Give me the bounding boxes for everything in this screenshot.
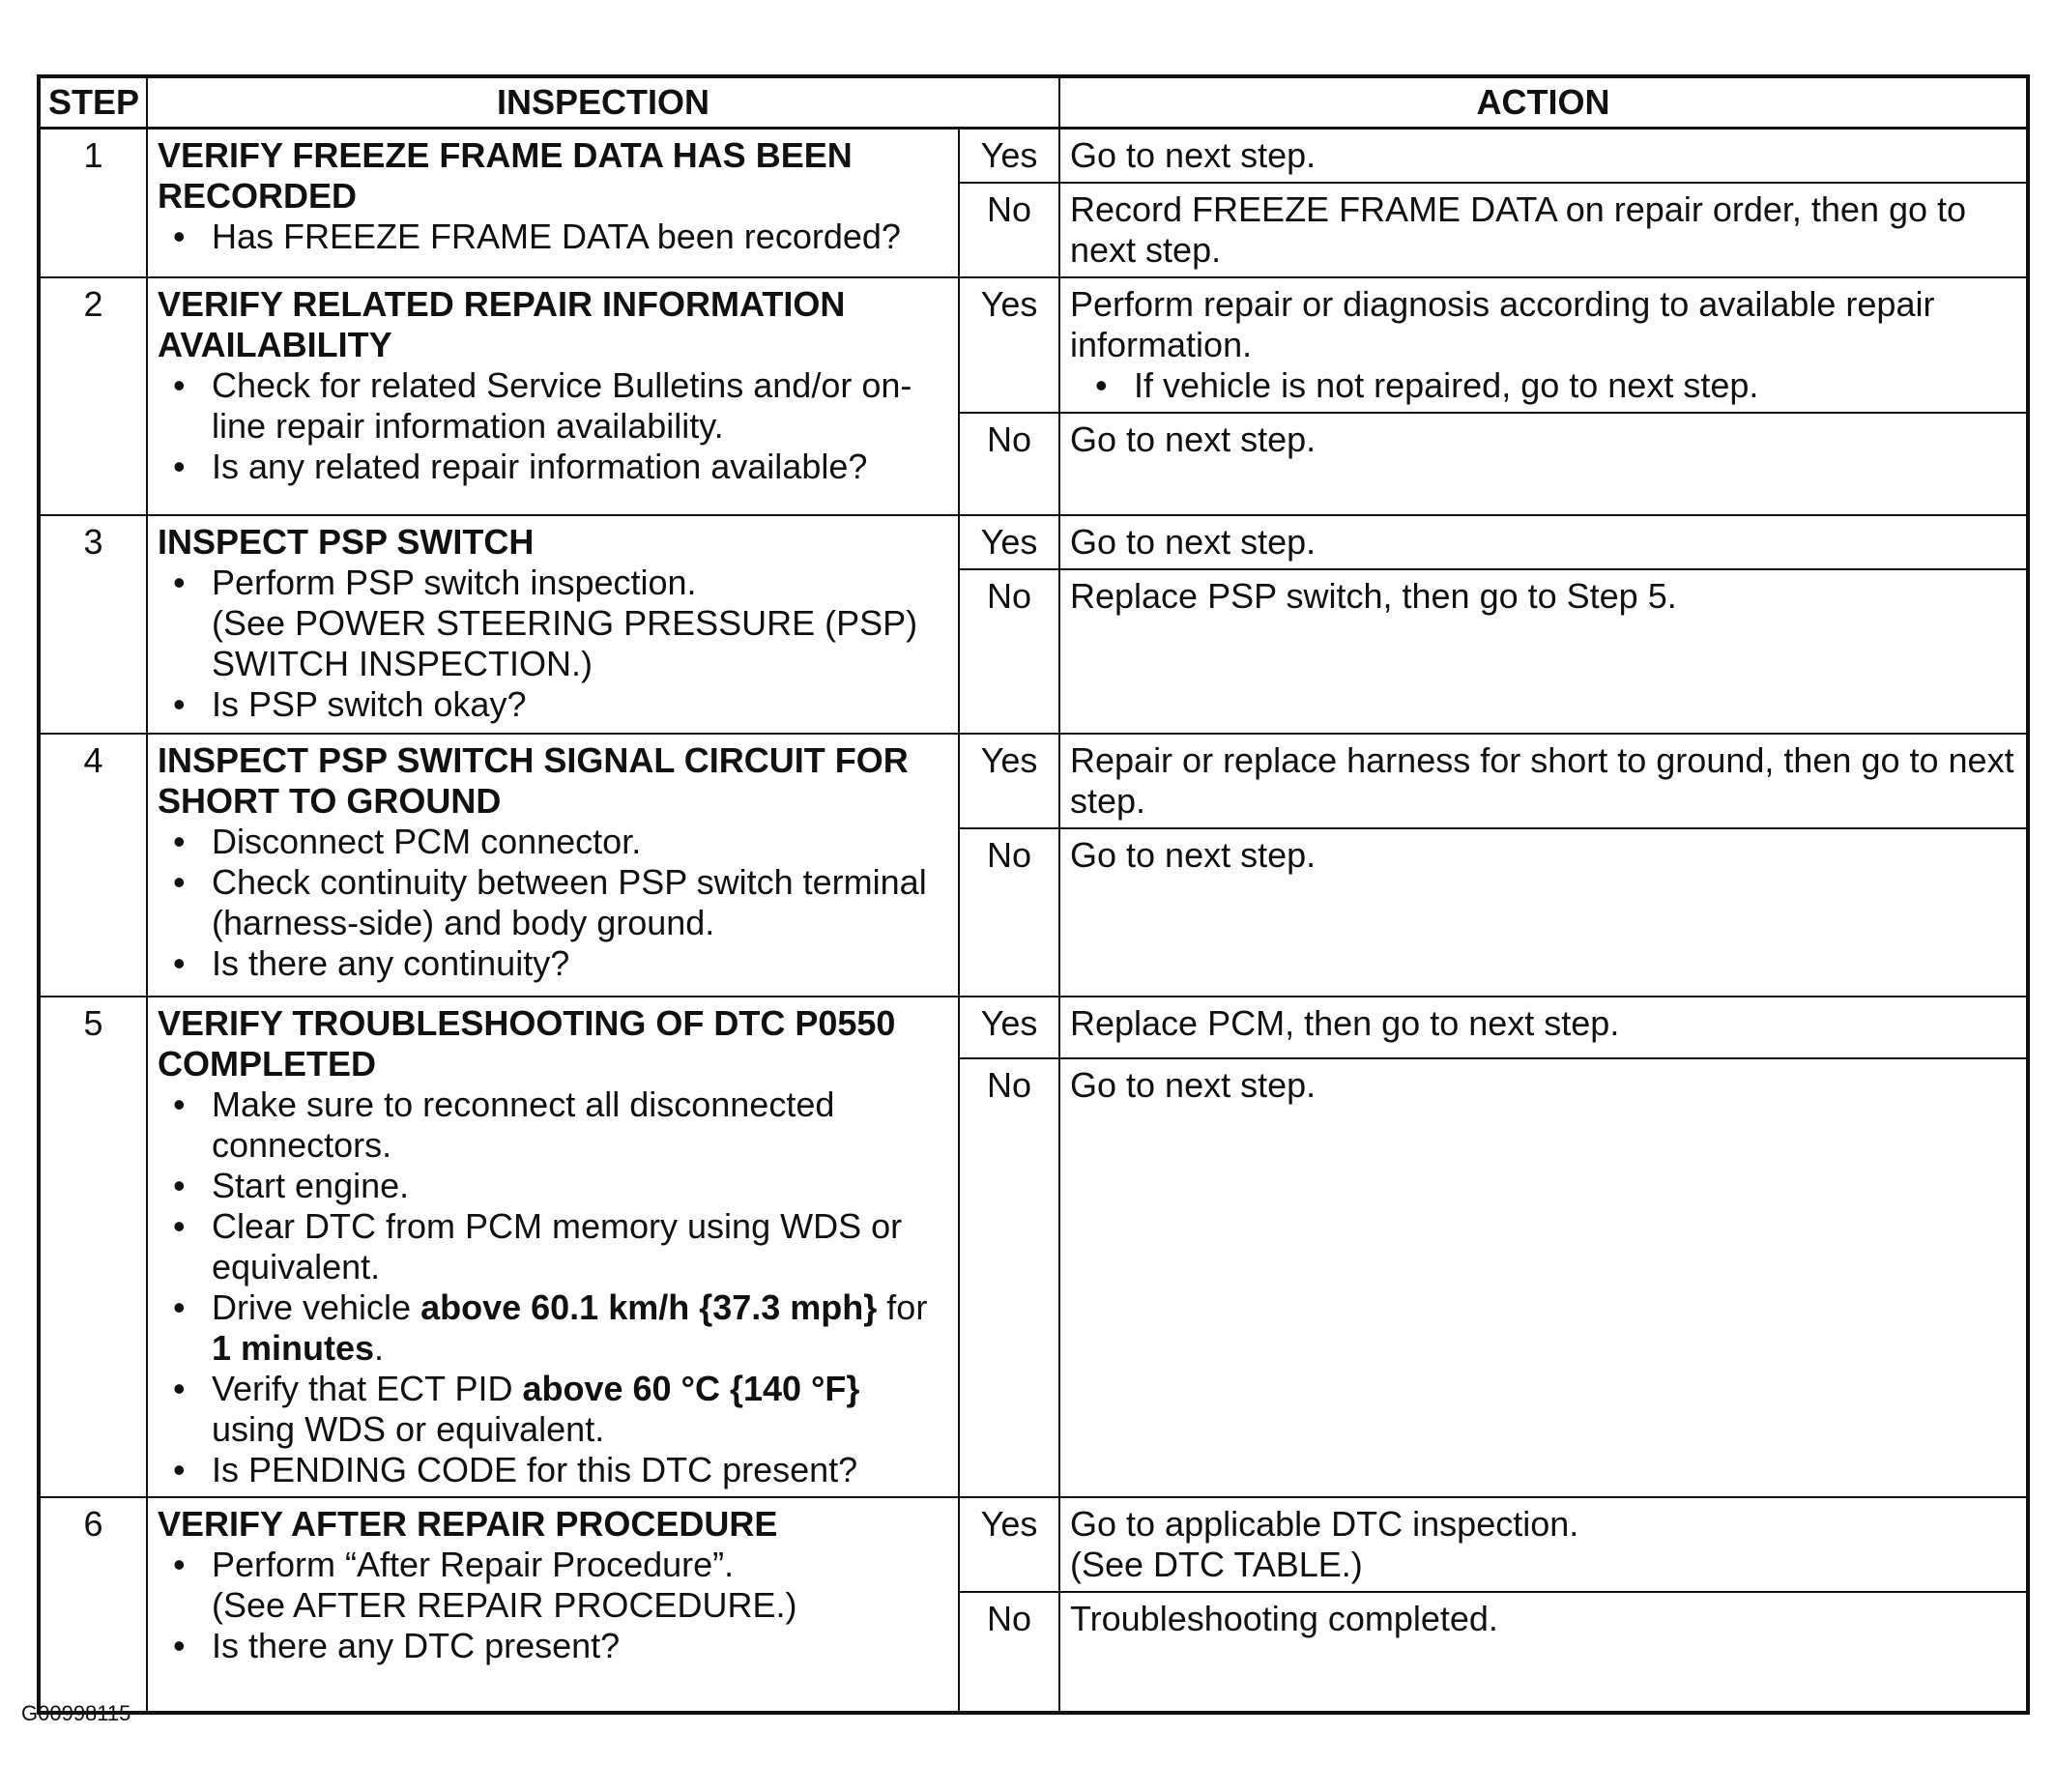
- answer-yes: Yes: [959, 1497, 1059, 1592]
- inspection-bullet: • Is there any DTC present?: [212, 1626, 948, 1666]
- answer-yes: Yes: [959, 997, 1059, 1058]
- inspection-bullet: [212, 563, 948, 684]
- inspection-bullet: • Clear DTC from PCM memory using WDS or equivalent.: [212, 1206, 948, 1287]
- inspection-bullet-reference: (See AFTER REPAIR PROCEDURE.): [212, 1585, 797, 1625]
- inspection-cell: [147, 129, 959, 278]
- drive-middle: for: [877, 1287, 928, 1327]
- answer-no: No: [959, 1592, 1059, 1713]
- step-number: 1: [39, 129, 147, 278]
- answer-no: No: [959, 413, 1059, 515]
- inspection-bullet: • Is any related repair information available?: [212, 447, 948, 487]
- diagnostic-table: [37, 74, 2030, 1715]
- step-number: 6: [39, 1497, 147, 1713]
- action-yes: Go to next step.: [1059, 515, 2028, 569]
- inspection-cell: [147, 997, 959, 1497]
- action-bullet: • If vehicle is not repaired, go to next step.: [1134, 365, 2016, 406]
- step-row: [39, 129, 2028, 184]
- inspection-bullets: [158, 1084, 948, 1490]
- inspection-bullet-text: • Perform “After Repair Procedure”.: [212, 1545, 735, 1584]
- step-row: [39, 734, 2028, 828]
- step-number: 2: [39, 277, 147, 515]
- inspection-bullet: [212, 1545, 948, 1626]
- step-row: [39, 515, 2028, 569]
- action-yes: Go to next step.: [1059, 129, 2028, 184]
- inspection-title: INSPECT PSP SWITCH SIGNAL CIRCUIT FOR SHORT TO GROUND: [158, 740, 909, 821]
- action-yes: [1059, 1497, 2028, 1592]
- action-text: Go to applicable DTC inspection.: [1070, 1504, 1579, 1544]
- step-number: 5: [39, 997, 147, 1497]
- header-inspection: INSPECTION: [147, 76, 1059, 129]
- action-text: Perform repair or diagnosis according to available repair information.: [1070, 284, 1935, 364]
- answer-yes: Yes: [959, 129, 1059, 184]
- action-no: Replace PSP switch, then go to Step 5.: [1059, 569, 2028, 734]
- inspection-bullet-reference: (See POWER STEERING PRESSURE (PSP) SWITCH INSPECTION.): [212, 603, 918, 683]
- action-no: Go to next step.: [1059, 413, 2028, 515]
- inspection-bullets: [158, 1545, 948, 1666]
- header-step: STEP: [39, 76, 147, 129]
- step-number: 3: [39, 515, 147, 734]
- inspection-bullets: [158, 563, 948, 725]
- answer-yes: Yes: [959, 277, 1059, 413]
- ect-prefix: Verify that ECT PID: [212, 1369, 523, 1408]
- inspection-bullet: • Make sure to reconnect all disconnected connectors.: [212, 1084, 948, 1166]
- step-row: [39, 1497, 2028, 1592]
- action-yes: [1059, 277, 2028, 413]
- action-no: Record FREEZE FRAME DATA on repair order, then go to next step.: [1059, 183, 2028, 277]
- answer-no: No: [959, 569, 1059, 734]
- inspection-bullets: [158, 217, 948, 257]
- header-row: [39, 76, 2028, 129]
- drive-prefix: Drive vehicle: [212, 1287, 421, 1327]
- inspection-bullet: • Disconnect PCM connector.: [212, 822, 948, 862]
- inspection-bullet: • Start engine.: [212, 1166, 948, 1206]
- inspection-title: VERIFY FREEZE FRAME DATA HAS BEEN RECORDED: [158, 135, 853, 216]
- inspection-bullets: [158, 822, 948, 984]
- inspection-bullet-text: • Perform PSP switch inspection.: [212, 563, 697, 602]
- action-reference: (See DTC TABLE.): [1070, 1545, 1363, 1584]
- figure-code: G00998115: [21, 1701, 131, 1725]
- inspection-title: INSPECT PSP SWITCH: [158, 522, 535, 562]
- inspection-bullet-drive: [212, 1287, 948, 1369]
- action-yes: Repair or replace harness for short to ground, then go to next step.: [1059, 734, 2028, 828]
- inspection-bullet: • Check continuity between PSP switch terminal (harness-side) and body ground.: [212, 862, 948, 943]
- step-number: 4: [39, 734, 147, 997]
- action-no: Go to next step.: [1059, 828, 2028, 997]
- action-no: Go to next step.: [1059, 1058, 2028, 1497]
- drive-time: 1 minutes: [212, 1328, 375, 1368]
- inspection-bullet-ect: [212, 1369, 948, 1450]
- inspection-bullet: • Check for related Service Bulletins and/or on-line repair information availability.: [212, 365, 948, 447]
- inspection-title: VERIFY AFTER REPAIR PROCEDURE: [158, 1504, 778, 1544]
- inspection-cell: [147, 515, 959, 734]
- ect-suffix: using WDS or equivalent.: [212, 1409, 605, 1449]
- inspection-title: VERIFY RELATED REPAIR INFORMATION AVAILABILITY: [158, 284, 846, 364]
- inspection-title: VERIFY TROUBLESHOOTING OF DTC P0550 COMPLETED: [158, 1003, 896, 1084]
- inspection-cell: [147, 277, 959, 515]
- action-yes: Replace PCM, then go to next step.: [1059, 997, 2028, 1058]
- header-action: ACTION: [1059, 76, 2028, 129]
- inspection-bullets: [158, 365, 948, 487]
- action-no: Troubleshooting completed.: [1059, 1592, 2028, 1713]
- inspection-bullet: • Is there any continuity?: [212, 943, 948, 984]
- inspection-cell: [147, 734, 959, 997]
- step-row: [39, 997, 2028, 1058]
- ect-temp: above 60 °C {140 °F}: [522, 1369, 860, 1408]
- drive-speed: above 60.1 km/h {37.3 mph}: [420, 1287, 878, 1327]
- action-bullets: [1070, 365, 2016, 406]
- answer-no: No: [959, 828, 1059, 997]
- inspection-bullet: • Is PSP switch okay?: [212, 684, 948, 725]
- answer-no: No: [959, 183, 1059, 277]
- step-row: [39, 277, 2028, 413]
- answer-yes: Yes: [959, 734, 1059, 828]
- answer-yes: Yes: [959, 515, 1059, 569]
- drive-suffix: .: [374, 1328, 385, 1368]
- answer-no: No: [959, 1058, 1059, 1497]
- inspection-bullet: • Is PENDING CODE for this DTC present?: [212, 1450, 948, 1490]
- inspection-bullet: • Has FREEZE FRAME DATA been recorded?: [212, 217, 948, 257]
- inspection-cell: [147, 1497, 959, 1713]
